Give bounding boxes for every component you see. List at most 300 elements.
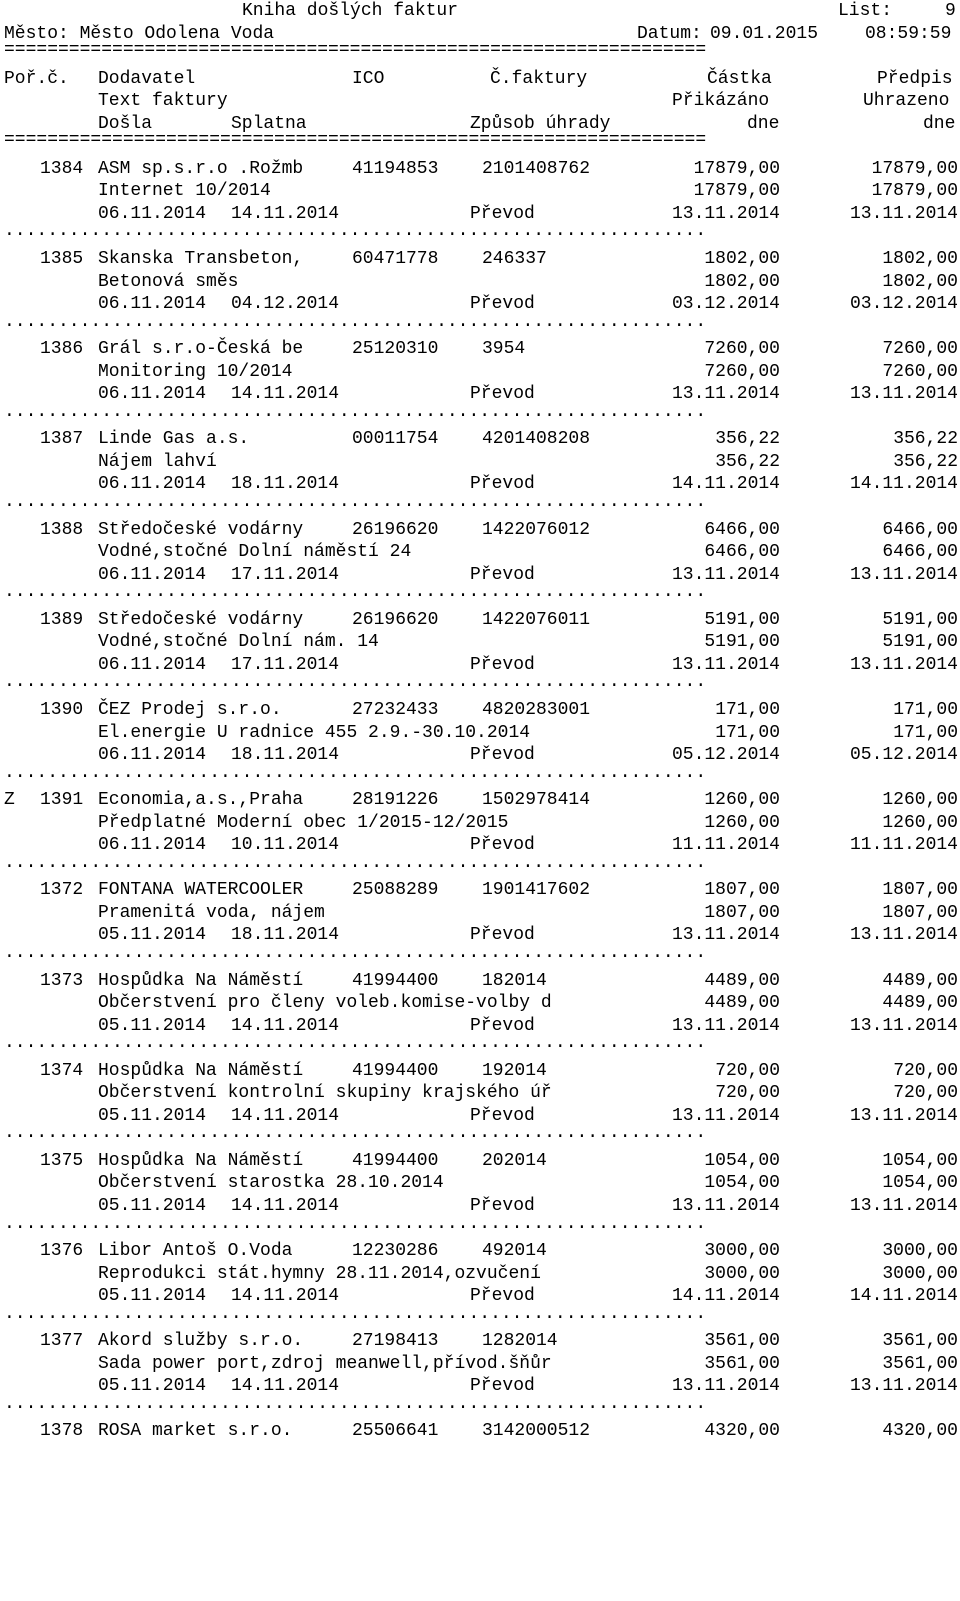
record-method: Převod bbox=[470, 294, 535, 315]
record-text: Pramenitá voda, nájem bbox=[98, 902, 325, 923]
col-no: Poř.č. bbox=[4, 68, 69, 89]
record-text: Monitoring 10/2014 bbox=[98, 361, 293, 382]
record-prescribed: 6466,00 bbox=[882, 519, 958, 540]
record-line-2 bbox=[0, 1263, 960, 1286]
report-date: 09.01.2015 bbox=[710, 23, 819, 44]
record-paid: 4489,00 bbox=[882, 993, 958, 1014]
record-paid: 1260,00 bbox=[882, 812, 958, 833]
record-invoice: 182014 bbox=[482, 970, 547, 991]
record-ordered-date: 13.11.2014 bbox=[671, 1195, 780, 1216]
invoice-records bbox=[0, 158, 960, 1421]
separator-dots bbox=[0, 582, 960, 609]
record-received: 06.11.2014 bbox=[98, 203, 207, 224]
report-time: 08:59:59 bbox=[865, 23, 952, 44]
record-prescribed: 4489,00 bbox=[882, 970, 958, 991]
record-paid: 5191,00 bbox=[882, 632, 958, 653]
record-paid: 1807,00 bbox=[882, 902, 958, 923]
record-paid-date: 11.11.2014 bbox=[849, 835, 958, 856]
separator-dots bbox=[0, 1033, 960, 1060]
record-amount: 3000,00 bbox=[704, 1241, 780, 1262]
record-amount: 720,00 bbox=[715, 1060, 780, 1081]
record-number: 1377 bbox=[40, 1331, 84, 1352]
record-prescribed: 171,00 bbox=[893, 699, 958, 720]
separator-dots bbox=[0, 852, 960, 880]
col-method: Způsob úhrady bbox=[470, 113, 611, 134]
record-line-1 bbox=[0, 1060, 960, 1083]
record-line-2 bbox=[0, 451, 960, 474]
record-supplier: Hospůdka Na Náměstí bbox=[98, 1060, 304, 1081]
record-prescribed: 7260,00 bbox=[882, 339, 958, 360]
record-invoice: 246337 bbox=[482, 249, 547, 270]
col-received: Došla bbox=[98, 113, 153, 134]
record-due: 14.11.2014 bbox=[231, 1195, 340, 1216]
record-ordered: 3000,00 bbox=[704, 1263, 780, 1284]
header-line-1 bbox=[0, 0, 960, 23]
record-ordered-date: 03.12.2014 bbox=[671, 294, 780, 315]
record-supplier: FONTANA WATERCOOLER bbox=[98, 880, 304, 901]
invoice-record bbox=[0, 428, 960, 518]
record-line-2 bbox=[0, 1353, 960, 1376]
separator-text: ................................................................. bbox=[4, 492, 707, 513]
record-invoice: 202014 bbox=[482, 1150, 547, 1171]
separator-text: ................................................................. bbox=[4, 1303, 707, 1324]
col-supplier: Dodavatel bbox=[98, 68, 196, 89]
invoice-record bbox=[0, 519, 960, 609]
record-method: Převod bbox=[470, 1105, 535, 1126]
record-number: 1384 bbox=[40, 158, 84, 179]
record-method: Převod bbox=[470, 474, 535, 495]
record-line-2 bbox=[0, 541, 960, 564]
record-paid-date: 13.11.2014 bbox=[849, 564, 958, 585]
record-received: 05.11.2014 bbox=[98, 1195, 207, 1216]
record-supplier: Linde Gas a.s. bbox=[98, 429, 250, 450]
col-ordered: Přikázáno bbox=[672, 91, 770, 112]
record-prescribed: 4320,00 bbox=[882, 1421, 958, 1442]
record-number: 1385 bbox=[40, 249, 84, 270]
invoice-record bbox=[0, 1330, 960, 1420]
record-method: Převod bbox=[470, 1195, 535, 1216]
record-text: Sada power port,zdroj meanwell,přívod.šňůr bbox=[98, 1353, 552, 1374]
separator-dots bbox=[0, 1393, 960, 1421]
record-received: 06.11.2014 bbox=[98, 745, 207, 766]
record-paid: 1054,00 bbox=[882, 1173, 958, 1194]
record-paid: 7260,00 bbox=[882, 361, 958, 382]
record-ordered-date: 14.11.2014 bbox=[671, 1286, 780, 1307]
record-ico: 41994400 bbox=[352, 1060, 439, 1081]
invoice-record bbox=[0, 879, 960, 969]
record-ordered-date: 13.11.2014 bbox=[671, 1105, 780, 1126]
record-line-1 bbox=[0, 428, 960, 451]
record-received: 06.11.2014 bbox=[98, 384, 207, 405]
record-line-1 bbox=[0, 1330, 960, 1353]
record-line-2 bbox=[0, 631, 960, 654]
record-amount: 171,00 bbox=[715, 699, 780, 720]
record-ico: 26196620 bbox=[352, 519, 439, 540]
record-text: Vodné,stočné Dolní nám. 14 bbox=[98, 632, 379, 653]
record-number: 1387 bbox=[40, 429, 84, 450]
record-ico: 41994400 bbox=[352, 970, 439, 991]
record-supplier: ČEZ Prodej s.r.o. bbox=[98, 699, 282, 720]
record-ordered-date: 14.11.2014 bbox=[671, 474, 780, 495]
record-received: 06.11.2014 bbox=[98, 564, 207, 585]
record-text: Občerstvení kontrolní skupiny krajského úř bbox=[98, 1083, 552, 1104]
record-ico: 00011754 bbox=[352, 429, 439, 450]
separator-dots bbox=[0, 311, 960, 339]
record-supplier: Skanska Transbeton, bbox=[98, 249, 304, 270]
record-invoice: 3142000512 bbox=[482, 1421, 591, 1442]
record-text: El.energie U radnice 455 2.9.-30.10.2014 bbox=[98, 722, 531, 743]
separator-text: ................................................................. bbox=[4, 1033, 707, 1054]
record-invoice: 4820283001 bbox=[482, 699, 591, 720]
record-supplier: Středočeské vodárny bbox=[98, 519, 304, 540]
record-amount: 7260,00 bbox=[704, 339, 780, 360]
record-paid-date: 13.11.2014 bbox=[849, 654, 958, 675]
record-amount: 6466,00 bbox=[704, 519, 780, 540]
record-number: 1391 bbox=[40, 790, 84, 811]
invoice-record bbox=[0, 1150, 960, 1240]
record-paid: 356,22 bbox=[893, 451, 958, 472]
record-ordered-date: 13.11.2014 bbox=[671, 654, 780, 675]
record-received: 06.11.2014 bbox=[98, 474, 207, 495]
record-paid-date: 14.11.2014 bbox=[849, 1286, 958, 1307]
record-paid: 6466,00 bbox=[882, 542, 958, 563]
separator-dots bbox=[0, 672, 960, 699]
record-received: 05.11.2014 bbox=[98, 1105, 207, 1126]
col-prescribed: Předpis bbox=[877, 68, 953, 89]
record-text: Nájem lahví bbox=[98, 451, 217, 472]
record-number: 1386 bbox=[40, 339, 84, 360]
record-number: 1388 bbox=[40, 519, 84, 540]
record-amount: 356,22 bbox=[715, 429, 780, 450]
record-text: Betonová směs bbox=[98, 271, 239, 292]
invoice-record bbox=[0, 970, 960, 1060]
invoice-record bbox=[0, 248, 960, 338]
record-paid: 720,00 bbox=[893, 1083, 958, 1104]
record-ico: 25088289 bbox=[352, 880, 439, 901]
record-line-1 bbox=[0, 158, 960, 181]
col-paid-date: dne bbox=[923, 113, 956, 134]
record-amount: 4489,00 bbox=[704, 970, 780, 991]
record-ordered: 4489,00 bbox=[704, 993, 780, 1014]
invoice-record bbox=[0, 609, 960, 699]
city-label: Město: Město Odolena Voda bbox=[4, 23, 275, 44]
record-ordered: 1260,00 bbox=[704, 812, 780, 833]
list-label: List: bbox=[838, 1, 893, 21]
separator-dots bbox=[0, 401, 960, 429]
separator-text: ................................................................. bbox=[4, 582, 707, 603]
record-prescribed: 1807,00 bbox=[882, 880, 958, 901]
record-due: 17.11.2014 bbox=[231, 564, 340, 585]
separator-text: ................................................................. bbox=[4, 1213, 707, 1234]
record-invoice: 192014 bbox=[482, 1060, 547, 1081]
record-amount: 4320,00 bbox=[704, 1421, 780, 1442]
record-text: Internet 10/2014 bbox=[98, 181, 271, 202]
record-line-1 bbox=[0, 970, 960, 993]
record-paid-date: 05.12.2014 bbox=[849, 745, 958, 766]
record-paid-date: 14.11.2014 bbox=[849, 474, 958, 495]
record-ico: 60471778 bbox=[352, 249, 439, 270]
record-due: 18.11.2014 bbox=[231, 925, 340, 946]
invoice-record bbox=[0, 699, 960, 789]
record-invoice: 3954 bbox=[482, 339, 526, 360]
col-invoice: Č.faktury bbox=[490, 68, 588, 89]
record-line-1 bbox=[0, 1150, 960, 1173]
record-line-1 bbox=[0, 248, 960, 271]
record-line-2 bbox=[0, 361, 960, 384]
column-header-row-2 bbox=[0, 90, 960, 113]
record-ordered-date: 13.11.2014 bbox=[671, 203, 780, 224]
record-received: 06.11.2014 bbox=[98, 654, 207, 675]
record-paid-date: 13.11.2014 bbox=[849, 384, 958, 405]
col-ico: ICO bbox=[352, 68, 385, 89]
record-paid-date: 03.12.2014 bbox=[849, 294, 958, 315]
separator-double bbox=[0, 130, 960, 158]
separator-text: ................................................................. bbox=[4, 762, 707, 783]
record-amount: 1054,00 bbox=[704, 1150, 780, 1171]
record-prescribed: 720,00 bbox=[893, 1060, 958, 1081]
record-amount: 17879,00 bbox=[693, 158, 780, 179]
separator-text: ................................................................. bbox=[4, 1123, 707, 1144]
separator-dots bbox=[0, 1303, 960, 1331]
column-header-row-1 bbox=[0, 68, 960, 91]
record-ordered: 1802,00 bbox=[704, 271, 780, 292]
invoice-record bbox=[0, 1060, 960, 1150]
record-method: Převod bbox=[470, 835, 535, 856]
record-invoice: 492014 bbox=[482, 1241, 547, 1262]
record-supplier: ASM sp.s.r.o .Rožmb bbox=[98, 158, 304, 179]
record-paid-date: 13.11.2014 bbox=[849, 1015, 958, 1036]
record-due: 18.11.2014 bbox=[231, 745, 340, 766]
record-ico: 25506641 bbox=[352, 1421, 439, 1442]
record-method: Převod bbox=[470, 1015, 535, 1036]
record-prescribed: 1260,00 bbox=[882, 790, 958, 811]
invoice-record bbox=[0, 158, 960, 248]
col-text: Text faktury bbox=[98, 91, 228, 112]
record-ordered-date: 13.11.2014 bbox=[671, 564, 780, 585]
record-text: Předplatné Moderní obec 1/2015-12/2015 bbox=[98, 812, 509, 833]
separator-dots bbox=[0, 1213, 960, 1241]
record-ico: 25120310 bbox=[352, 339, 439, 360]
record-ico: 27232433 bbox=[352, 699, 439, 720]
record-line-1 bbox=[0, 519, 960, 542]
record-paid: 171,00 bbox=[893, 722, 958, 743]
record-ordered-date: 13.11.2014 bbox=[671, 1376, 780, 1397]
record-supplier: Libor Antoš O.Voda bbox=[98, 1241, 293, 1262]
col-amount: Částka bbox=[707, 68, 772, 89]
separator-dots bbox=[0, 492, 960, 519]
separator-text: ................................................................. bbox=[4, 672, 707, 693]
record-due: 04.12.2014 bbox=[231, 294, 340, 315]
record-prescribed: 3000,00 bbox=[882, 1241, 958, 1262]
col-due: Splatna bbox=[231, 113, 307, 134]
record-invoice: 1901417602 bbox=[482, 880, 591, 901]
record-method: Převod bbox=[470, 1376, 535, 1397]
record-number: 1373 bbox=[40, 970, 84, 991]
record-prescribed: 1054,00 bbox=[882, 1150, 958, 1171]
record-line-1 bbox=[0, 609, 960, 632]
separator-text: ................................................................. bbox=[4, 221, 707, 242]
record-invoice: 1422076011 bbox=[482, 609, 591, 630]
separator-text: ................................................................. bbox=[4, 942, 707, 963]
record-ordered-date: 13.11.2014 bbox=[671, 384, 780, 405]
record-supplier: ROSA market s.r.o. bbox=[98, 1421, 293, 1442]
record-line-2 bbox=[0, 271, 960, 294]
separator-text: ................................................................. bbox=[4, 1393, 707, 1414]
record-line-2 bbox=[0, 902, 960, 925]
record-text: Občerstvení starostka 28.10.2014 bbox=[98, 1173, 444, 1194]
record-invoice: 1422076012 bbox=[482, 519, 591, 540]
record-ico: 41194853 bbox=[352, 158, 439, 179]
record-ordered: 6466,00 bbox=[704, 542, 780, 563]
record-method: Převod bbox=[470, 564, 535, 585]
report-title: Kniha došlých faktur bbox=[242, 1, 459, 21]
record-line-1 bbox=[0, 699, 960, 722]
record-line-2 bbox=[0, 1082, 960, 1105]
record-ordered: 356,22 bbox=[715, 451, 780, 472]
record-ico: 12230286 bbox=[352, 1241, 439, 1262]
record-ordered: 3561,00 bbox=[704, 1353, 780, 1374]
record-ordered: 1054,00 bbox=[704, 1173, 780, 1194]
record-number: 1376 bbox=[40, 1241, 84, 1262]
invoice-record bbox=[0, 1240, 960, 1330]
record-supplier: Hospůdka Na Náměstí bbox=[98, 1150, 304, 1171]
record-received: 05.11.2014 bbox=[98, 1376, 207, 1397]
separator-text: ================================================================= bbox=[4, 40, 707, 61]
record-received: 05.11.2014 bbox=[98, 925, 207, 946]
record-ordered: 171,00 bbox=[715, 722, 780, 743]
record-ordered: 7260,00 bbox=[704, 361, 780, 382]
separator-dots bbox=[0, 221, 960, 248]
record-received: 06.11.2014 bbox=[98, 835, 207, 856]
record-amount: 1802,00 bbox=[704, 249, 780, 270]
record-line-1 bbox=[0, 879, 960, 902]
record-amount: 5191,00 bbox=[704, 609, 780, 630]
record-prescribed: 3561,00 bbox=[882, 1331, 958, 1352]
record-ico: 27198413 bbox=[352, 1331, 439, 1352]
record-line-2 bbox=[0, 992, 960, 1015]
record-received: 06.11.2014 bbox=[98, 294, 207, 315]
record-line-2 bbox=[0, 1172, 960, 1195]
record-paid: 3000,00 bbox=[882, 1263, 958, 1284]
record-due: 14.11.2014 bbox=[231, 203, 340, 224]
record-prescribed: 5191,00 bbox=[882, 609, 958, 630]
record-due: 14.11.2014 bbox=[231, 1286, 340, 1307]
separator-dots bbox=[0, 942, 960, 970]
record-received: 05.11.2014 bbox=[98, 1015, 207, 1036]
record-invoice: 4201408208 bbox=[482, 429, 591, 450]
record-ico: 41994400 bbox=[352, 1150, 439, 1171]
record-supplier: Hospůdka Na Náměstí bbox=[98, 970, 304, 991]
record-line-1 bbox=[0, 338, 960, 361]
record-due: 14.11.2014 bbox=[231, 1105, 340, 1126]
record-line-2 bbox=[0, 180, 960, 203]
record-ordered-date: 05.12.2014 bbox=[671, 745, 780, 766]
record-paid-date: 13.11.2014 bbox=[849, 1105, 958, 1126]
record-method: Převod bbox=[470, 384, 535, 405]
separator-text: ................................................................. bbox=[4, 311, 707, 332]
record-invoice: 2101408762 bbox=[482, 158, 591, 179]
record-due: 14.11.2014 bbox=[231, 1015, 340, 1036]
record-paid-date: 13.11.2014 bbox=[849, 203, 958, 224]
record-amount: 1807,00 bbox=[704, 880, 780, 901]
record-due: 14.11.2014 bbox=[231, 1376, 340, 1397]
record-mark: Z bbox=[4, 790, 15, 811]
record-number: 1389 bbox=[40, 609, 84, 630]
record-due: 14.11.2014 bbox=[231, 384, 340, 405]
record-ordered: 17879,00 bbox=[693, 181, 780, 202]
record-method: Převod bbox=[470, 1286, 535, 1307]
record-amount: 3561,00 bbox=[704, 1331, 780, 1352]
record-paid: 17879,00 bbox=[871, 181, 958, 202]
record-amount: 1260,00 bbox=[704, 790, 780, 811]
record-supplier: Grál s.r.o-Česká be bbox=[98, 339, 304, 360]
record-text: Občerstvení pro členy voleb.komise-volby d bbox=[98, 993, 552, 1014]
record-ico: 26196620 bbox=[352, 609, 439, 630]
record-received: 05.11.2014 bbox=[98, 1286, 207, 1307]
record-text: Reprodukci stát.hymny 28.11.2014,ozvučení bbox=[98, 1263, 541, 1284]
list-number: 9 bbox=[945, 1, 956, 21]
record-method: Převod bbox=[470, 925, 535, 946]
record-prescribed: 1802,00 bbox=[882, 249, 958, 270]
record-prescribed: 17879,00 bbox=[871, 158, 958, 179]
record-supplier: Středočeské vodárny bbox=[98, 609, 304, 630]
record-supplier: Akord služby s.r.o. bbox=[98, 1331, 304, 1352]
record-method: Převod bbox=[470, 745, 535, 766]
record-number: 1372 bbox=[40, 880, 84, 901]
separator-text: ................................................................. bbox=[4, 852, 707, 873]
invoice-record bbox=[0, 789, 960, 879]
col-paid: Uhrazeno bbox=[863, 91, 950, 112]
record-paid-date: 13.11.2014 bbox=[849, 925, 958, 946]
record-line-2 bbox=[0, 722, 960, 745]
record-invoice: 1502978414 bbox=[482, 790, 591, 811]
record-supplier: Economia,a.s.,Praha bbox=[98, 790, 304, 811]
invoice-record bbox=[0, 338, 960, 428]
record-due: 18.11.2014 bbox=[231, 474, 340, 495]
record-paid: 1802,00 bbox=[882, 271, 958, 292]
record-ico: 28191226 bbox=[352, 790, 439, 811]
record-paid-date: 13.11.2014 bbox=[849, 1195, 958, 1216]
record-invoice: 1282014 bbox=[482, 1331, 558, 1352]
separator-double bbox=[0, 40, 960, 68]
separator-text: ................................................................. bbox=[4, 401, 707, 422]
record-method: Převod bbox=[470, 654, 535, 675]
record-number: 1375 bbox=[40, 1150, 84, 1171]
record-due: 17.11.2014 bbox=[231, 654, 340, 675]
separator-dots bbox=[0, 762, 960, 790]
record-line-1 bbox=[0, 789, 960, 812]
record-ordered-date: 11.11.2014 bbox=[671, 835, 780, 856]
record-number: 1378 bbox=[40, 1421, 84, 1442]
separator-text: ================================================================= bbox=[4, 130, 707, 151]
col-ordered-date: dne bbox=[747, 113, 780, 134]
record-ordered-date: 13.11.2014 bbox=[671, 1015, 780, 1036]
date-label: Datum: bbox=[637, 23, 702, 44]
record-number: 1374 bbox=[40, 1060, 84, 1081]
record-prescribed: 356,22 bbox=[893, 429, 958, 450]
record-paid: 3561,00 bbox=[882, 1353, 958, 1374]
record-text: Vodné,stočné Dolní náměstí 24 bbox=[98, 542, 412, 563]
record-ordered: 1807,00 bbox=[704, 902, 780, 923]
record-method: Převod bbox=[470, 203, 535, 224]
separator-dots bbox=[0, 1123, 960, 1150]
record-ordered: 720,00 bbox=[715, 1083, 780, 1104]
record-line-1 bbox=[0, 1240, 960, 1263]
record-ordered-date: 13.11.2014 bbox=[671, 925, 780, 946]
record-ordered: 5191,00 bbox=[704, 632, 780, 653]
record-due: 10.11.2014 bbox=[231, 835, 340, 856]
record-line-2 bbox=[0, 812, 960, 835]
